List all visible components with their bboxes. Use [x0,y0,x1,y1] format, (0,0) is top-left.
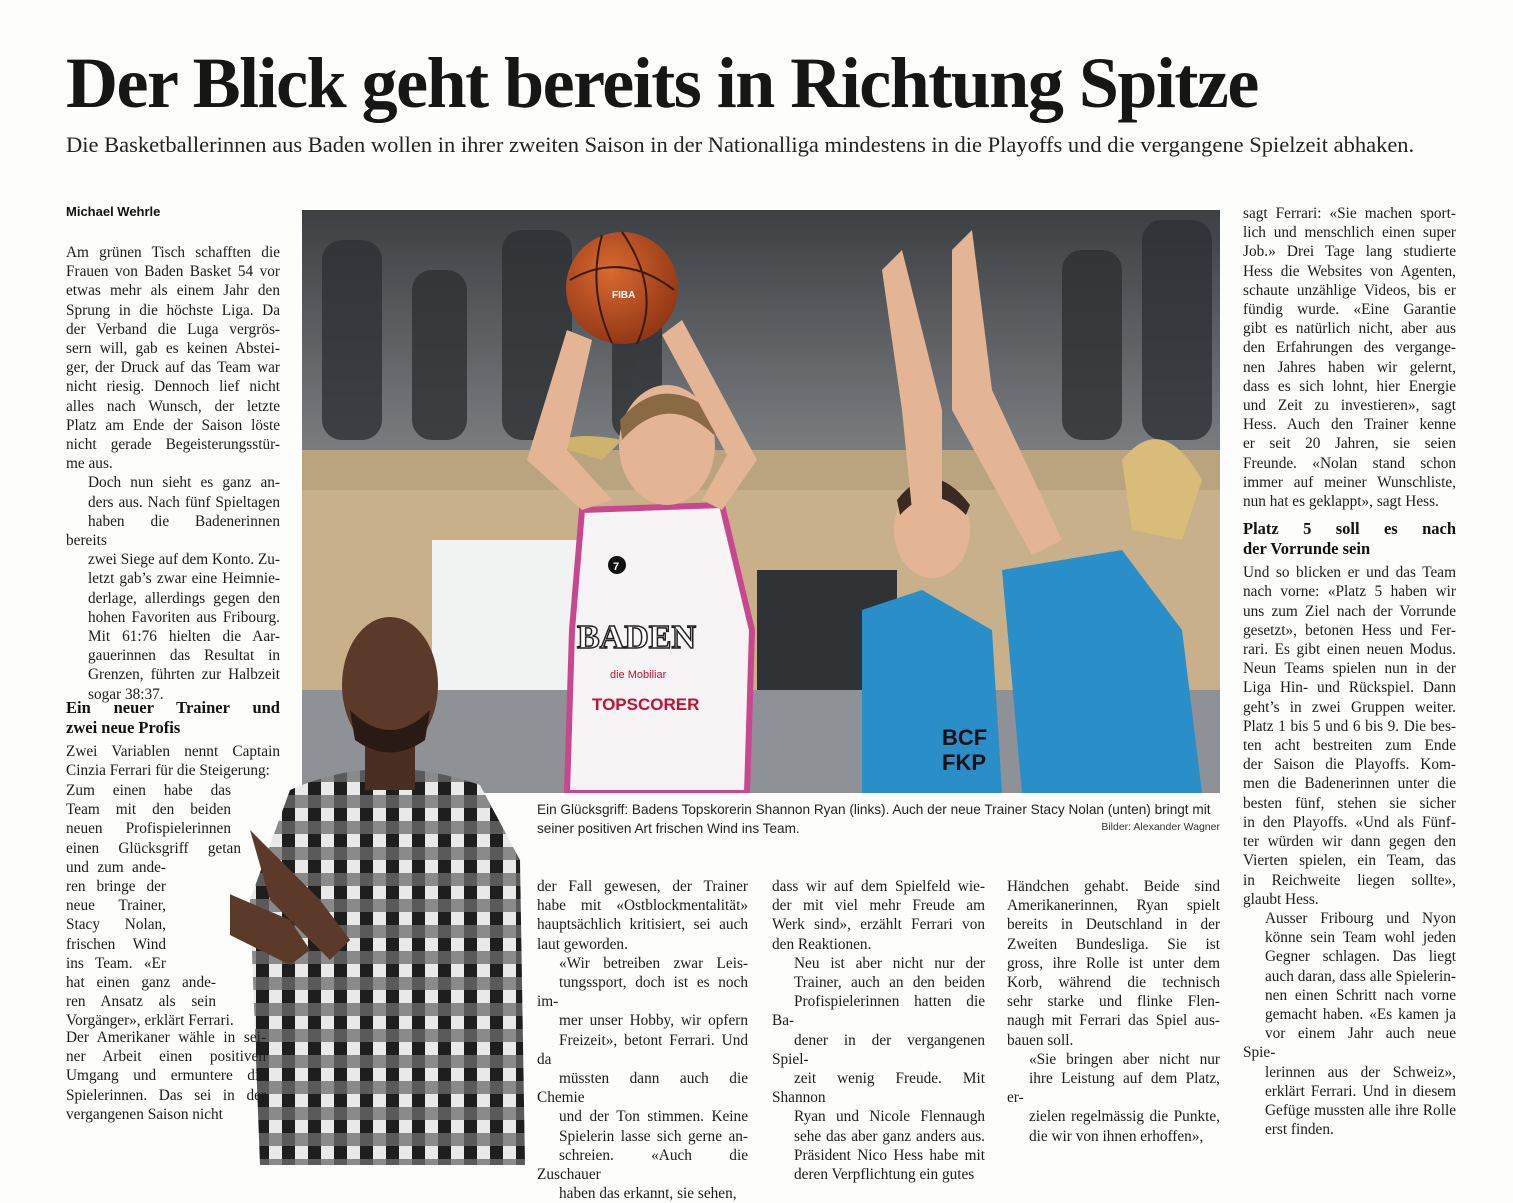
text-line: zielen regelmässig die Punkte, [1029,1108,1220,1126]
text-line: zeit wenig Freude. Mit Shannon [772,1070,985,1107]
text-line: Neun Teams spielen nun in der [1243,660,1456,678]
text-line: ins Team. «Er [66,954,166,972]
text-line: ter würden wir dann gegen den [1243,833,1456,851]
col1-wrap [66,781,280,1031]
jersey-sponsor: TOPSCORER [592,695,700,714]
text-line: sern will, gab es keinen Abstei- [66,340,280,358]
text-line: Spielerinnen. Das sei in der [66,1086,266,1104]
text-line: nun hat es geklappt», sagt Hess. [1243,493,1439,511]
jersey-number: 7 [613,561,620,573]
text-line: neue Trainer, [66,897,166,915]
text-line: etwas mehr als einem Jahr den [66,282,280,300]
text-line: «Sie bringen aber nicht nur [1029,1050,1220,1068]
text-line: in Reichweite liegen sollte», [1243,871,1456,889]
col5-p3 [1243,909,1456,1139]
text-line: hauptsächlich kritisiert, sei auch [537,916,748,934]
col3-p1 [772,877,985,954]
author: Michael Wehrle [66,204,161,219]
text-line: Mit 61:76 hielten die Aar- [88,628,280,646]
text-line: nicht gerade Begeisterungsstür- [66,436,280,454]
text-line: Zwei Variablen nennt Captain [66,743,280,760]
text-line: Ryan und Nicole Flennaugh [794,1108,985,1126]
column-1-wrap [66,781,280,1031]
text-line: der Verband die Luga vergrös- [66,320,280,338]
text-line: Frauen von Baden Basket 54 vor [66,263,280,281]
column-1 [66,243,280,704]
jersey-team: BADEN [577,619,697,656]
text-line: Doch nun sieht es ganz an- [88,474,280,492]
text-line: dass es sich lohnt, hier Energie [1243,377,1456,395]
text-line: erst finden. [1265,1121,1334,1139]
column-1-subhead [66,698,280,780]
text-line: Hess die Websites von Agenten, [1243,262,1456,280]
text-line: Korb, während die technisch [1007,974,1220,992]
text-line: Team mit den beiden [66,801,231,819]
text-line: Spielerin lasse sich gerne an- [559,1127,748,1145]
text-line: zwei neue Profis [66,717,181,737]
text-line: Profispielerinnen hatten die Ba- [772,993,985,1030]
col2-p1 [537,877,748,954]
text-line: men die Badenerinnen unter die [1243,775,1456,793]
text-line: Zum einen habe das [66,782,231,799]
text-line: ger, der Druck auf das Team war [66,359,280,377]
text-line: Platz am Ende der Saison löste [66,416,280,434]
text-line: glaubt Hess. [1243,890,1319,908]
text-line: gauerinnen das Resultat in [88,647,280,665]
text-line: Job.» Drei Tage lang studierte [1243,243,1456,261]
text-line: und Zeit zu investieren», sagt [1243,397,1456,415]
text-line: gross, ihre Rolle ist unter dem [1007,954,1220,972]
text-line: sogar 38:37. [88,685,164,703]
text-line: Der Amerikaner wähle in sei- [66,1029,266,1046]
text-line: schaute unzählige Videos, bis er [1243,281,1456,299]
jersey-sponsor-top: die Mobiliar [610,669,667,681]
text-line: erklärt Ferrari. Und in diesem [1265,1082,1456,1100]
text-line: letzt gab’s zwar eine Heimnie- [88,570,280,588]
text-line: sehe das aber ganz anders aus. [794,1127,985,1145]
text-line: Hess. Auch den Trainer kenne [1243,416,1456,434]
text-line: der Vorrunde sein [1243,538,1371,558]
text-line: uns zum Ziel nach der Vorrunde [1243,602,1456,620]
text-line: der mit viel mehr Freude am [772,897,985,915]
col1-p1 [66,243,280,473]
text-line: nach vorne: «Platz 5 haben wir [1243,583,1456,601]
text-line: ihre Leistung auf dem Platz, er- [1007,1070,1220,1107]
text-line: habe mit «Ostblockmentalität» [537,897,748,915]
text-line: derlage, allerdings gegen den [88,589,280,607]
opponent-text-1: BCF [942,725,988,750]
column-1-end [66,1028,266,1124]
text-line: bauen soll. [1007,1031,1074,1049]
text-line: frischen Wind [66,935,166,953]
col3-p2 [772,954,985,1184]
text-line: Und so blicken er und das Team [1243,564,1456,582]
text-line: lich und menschlich einen super [1243,224,1456,242]
text-line: Präsident Nico Hess habe mit [794,1146,985,1164]
text-line: sagt Ferrari: «Sie machen sport- [1243,205,1456,222]
subheading-1 [66,698,280,737]
text-line: gemacht haben. «Es kamen ja [1265,1005,1456,1023]
text-line: fündig wurde. «Eine Garantie [1243,301,1456,319]
text-line: und der Ton stimmen. Keine [559,1108,748,1126]
text-line: der Saison die Playoffs. Kom- [1243,756,1456,774]
text-line: neuen Profispielerinnen [66,820,231,838]
text-line: und zum ande- [66,858,166,876]
text-line: Stacy Nolan, [66,916,166,934]
text-line: der Fall gewesen, der Trainer [537,878,748,895]
text-line: Zweiten Bundesliga. Sie ist [1007,935,1220,953]
photo-caption: Ein Glücksgriff: Badens Topskorerin Shannon Ryan (links). Auch der neue Trainer Stacy Nolan (unten) bringt mit seiner positiven Art frischen Wind ins Team. [537,802,1211,836]
text-line: Freunde. «Nolan stand schon [1243,454,1456,472]
text-line: dass wir auf dem Spielfeld wie- [772,878,985,895]
coach-shirt [250,769,525,1165]
text-line: Vierten spielen, ein Team, das [1243,852,1456,870]
text-line: hat einen ganz ande- [66,974,216,992]
text-line: naugh mit Ferrari das Spiel aus- [1007,1012,1220,1030]
text-line: Platz 5 soll es nach [1243,519,1456,539]
text-line: haben die Badenerinnen bereits [66,512,280,550]
text-line: Freizeit», betont Ferrari. Und da [537,1031,748,1068]
text-line: Cinzia Ferrari für die Steigerung: [66,762,270,780]
text-line: Händchen gehabt. Beide sind [1007,878,1220,895]
text-line: Sprung in die höchste Liga. Da [66,301,280,319]
text-line: vergangenen Saison nicht [66,1105,223,1123]
text-line: laut geworden. [537,935,628,953]
text-line: sehr starke und flinke Flen- [1007,993,1220,1011]
text-line: Umgang und ermuntere die [66,1067,266,1085]
text-line: schreien. «Auch die Zuschauer [537,1146,748,1184]
text-line: nen Jahres haben wir gelernt, [1243,358,1456,376]
text-line: hohen Favoriten aus Fribourg. [88,608,280,626]
basketball [566,232,678,344]
text-line: alles nach Wunsch, der letzte [66,397,280,415]
text-line: auch daran, dass alle Spielerin- [1265,967,1456,985]
text-line: ner Arbeit einen positiven [66,1048,266,1066]
text-line: ten acht bestreiten zum Ende [1243,737,1456,755]
text-line: Liga Hin- und Rückspiel. Dann [1243,679,1456,697]
text-line: die wir von ihnen erhoffen», [1029,1127,1204,1145]
text-line: müssten dann auch die Chemie [537,1070,748,1107]
col1-p4 [66,1028,266,1124]
text-line: Ausser Fribourg und Nyon [1265,909,1456,927]
text-line: gesetzt», betonen Hess und Fer- [1243,621,1456,639]
col4-p1 [1007,877,1220,1050]
text-line: Grenzen, führten zur Halbzeit [88,666,280,684]
text-line: deren Verpflichtung ein gutes [794,1166,975,1184]
text-line: mer unser Hobby, wir opfern [559,1012,748,1030]
text-line: immer auf meiner Wunschliste, [1243,473,1456,491]
text-line: «Wir betreiben zwar Leis- [559,954,748,972]
text-line: in den Playoffs. «Und als Fünf- [1243,813,1456,831]
text-line: den Reaktionen. [772,935,872,953]
column-3 [772,877,985,1184]
col1-p3 [66,742,280,780]
column-4 [1007,877,1220,1146]
text-line: einen Glücksgriff getan [66,839,241,857]
col2-p2 [537,954,748,1203]
col5-p1 [1243,204,1456,511]
text-line: lerinnen aus der Schweiz», [1265,1063,1456,1081]
lead: Die Basketballerinnen aus Baden wollen in ihrer zweiten Saison in der Nationalliga mindestens in die Playoffs und die vergangene Spielzeit abhaken. [66,132,1415,157]
text-line: er seit 20 Jahren, sie seien [1243,435,1456,453]
headline: Der Blick geht bereits in Richtung Spitze [66,43,1258,123]
text-line: Werk sind», erzählt Ferrari von [772,916,985,934]
text-line: haben das erkannt, sie sehen, [559,1185,737,1203]
text-line: geht’s in zwei Gruppen weiter. [1243,698,1456,716]
col1-p2 [66,473,280,703]
text-line: rari. Es gibt einen neuen Modus. [1243,641,1456,659]
text-line: Am grünen Tisch schafften die [66,244,280,261]
text-line: bereits in Deutschland in der [1007,916,1220,934]
text-line: Trainer, auch an den beiden [794,974,985,992]
text-line: Ein neuer Trainer und [66,698,280,717]
text-line: Vorgänger», erklärt Ferrari. [66,1012,234,1030]
text-line: Gefüge mussten alle ihre Rolle [1265,1101,1456,1119]
col4-p2 [1007,1050,1220,1146]
col5-p2 [1243,563,1456,909]
text-line: den Erfahrungen des vergange- [1243,339,1456,357]
text-line: vor einem Jahr auch neue Spie- [1243,1025,1456,1062]
text-line: Gegner schlagen. Das liegt [1265,948,1456,966]
column-2 [537,877,748,1203]
ball-brand: FIBA [612,290,636,301]
text-line: nicht riesig. Dennoch lief nicht [66,378,280,396]
text-line: dener in der vergangenen Spiel- [772,1031,985,1068]
text-line: ren bringe der [66,878,166,896]
text-line: tungssport, doch ist es noch im- [537,974,748,1011]
text-line: Neu ist aber nicht nur der [794,954,985,972]
text-line: Amerikanerinnen, Ryan spielt [1007,897,1220,915]
photo-credit: Bilder: Alexander Wagner [1101,821,1220,833]
text-line: gibt es natürlich nicht, aber aus [1243,320,1456,338]
text-line: ren Ansatz als sein [66,993,216,1011]
text-line: besten fünf, stehen sie sicher [1243,794,1456,812]
text-line: zwei Siege auf dem Konto. Zu- [88,551,281,569]
text-line: könne sein Team wohl jeden [1265,929,1456,947]
subheading-2 [1243,519,1456,558]
text-line: ders aus. Nach fünf Spieltagen [88,493,280,511]
text-line: nen einen Schritt nach vorne [1265,986,1456,1004]
opponent-text-2: FKP [942,750,986,775]
text-line: Platz 1 bis 5 und 6 bis 9. Die bes- [1243,717,1456,735]
text-line: me aus. [66,455,113,473]
column-5 [1243,204,1456,1139]
